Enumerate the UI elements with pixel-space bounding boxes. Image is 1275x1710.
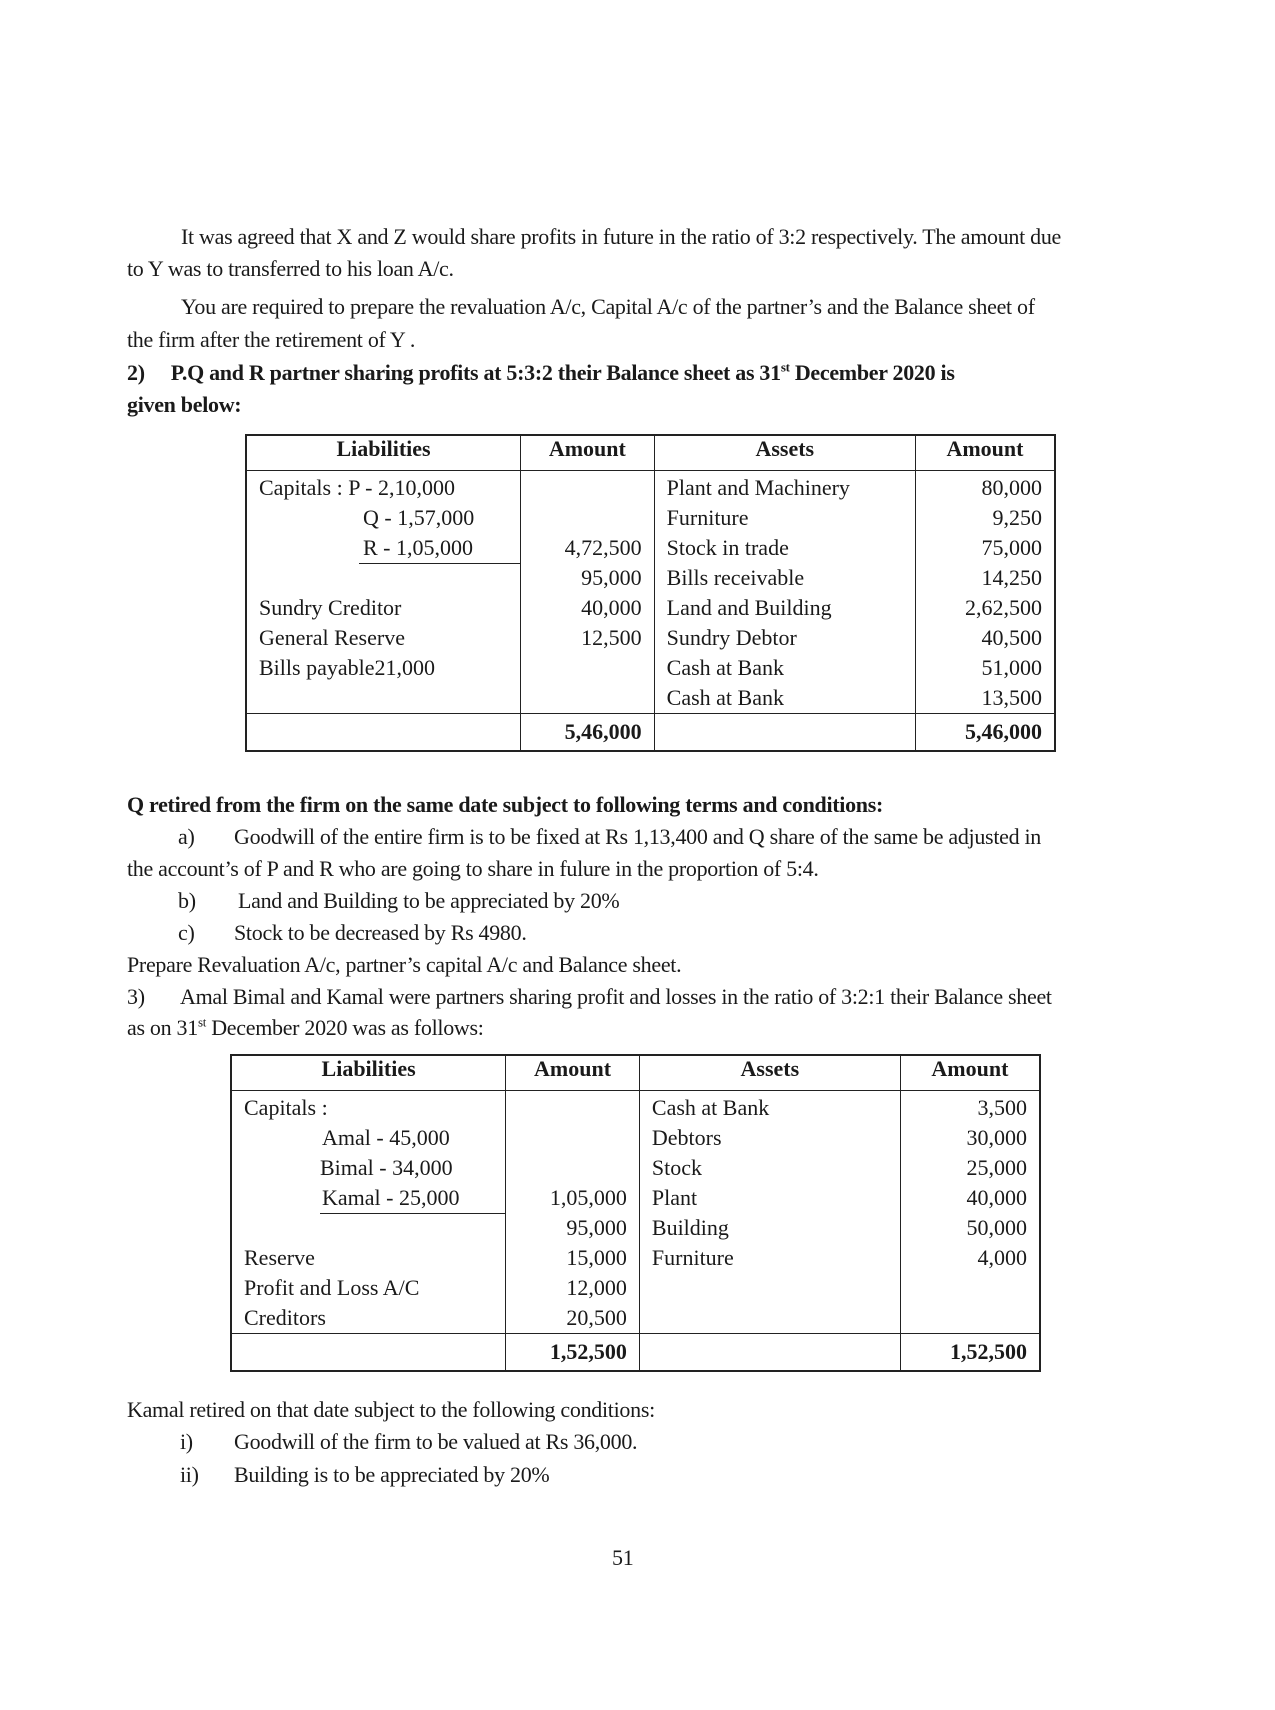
q2-capital-underline: [359, 563, 520, 564]
q3-asset-amount: 3,500: [977, 1095, 1027, 1120]
q3-liab-kamal: Kamal - 25,000: [322, 1185, 460, 1210]
q3-liab-blank: [244, 1213, 493, 1243]
intro-para1-line2: to Y was to transferred to his loan A/c.: [127, 256, 454, 281]
intro-para2-line2: the firm after the retirement of Y .: [127, 327, 416, 352]
q2-heading-line2: given below:: [127, 392, 242, 417]
q2-liab-amount: 12,500: [581, 625, 642, 650]
q2-liab-general-reserve: General Reserve: [259, 625, 405, 650]
q2-liab-amount: [533, 473, 642, 503]
q2-liabilities-cell: [246, 471, 521, 714]
q2-header-liabilities: Liabilities: [246, 435, 521, 471]
q2-asset-amount: 80,000: [981, 475, 1042, 500]
q3-liab-profit-loss: Profit and Loss A/C: [244, 1275, 420, 1300]
q2-term-a-label: a): [178, 824, 195, 849]
q3-asset-label: Cash at Bank: [651, 1095, 770, 1120]
q3-total-liabilities: 1,52,500: [506, 1334, 640, 1372]
page-number: 51: [612, 1545, 634, 1570]
q2-liab-blank-2: [259, 683, 508, 713]
q3-retire-text: Kamal retired on that date subject to the following conditions:: [127, 1397, 655, 1422]
q3-heading-line2-a: as on 31: [127, 1015, 198, 1040]
q3-header-amount-assets: Amount: [900, 1055, 1040, 1091]
q2-heading-sup: st: [780, 359, 790, 375]
q3-cond-i-label: i): [180, 1429, 193, 1454]
q2-total-liabilities: 5,46,000: [521, 714, 655, 752]
q3-cond-ii: Building is to be appreciated by 20%: [234, 1462, 550, 1487]
q2-header-assets: Assets: [654, 435, 915, 471]
q2-asset-label: Bills receivable: [666, 565, 805, 590]
q2-liab-bills-payable: Bills payable21,000: [259, 655, 435, 680]
q3-liab-amount-cell: [506, 1091, 640, 1334]
q3-liab-amount: [518, 1123, 627, 1153]
q3-liab-amount: 1,05,000: [549, 1185, 627, 1210]
q3-asset-amount: 4,000: [977, 1245, 1027, 1270]
q3-heading-line2-b: December 2020 was as follows:: [206, 1015, 484, 1040]
q2-total-assets: 5,46,000: [915, 714, 1055, 752]
q3-total-blank-2: [639, 1334, 900, 1372]
q2-term-b: Land and Building to be appreciated by 20%: [238, 888, 620, 913]
q3-liab-amount: 12,000: [566, 1275, 627, 1300]
q3-asset-label: Building: [651, 1215, 729, 1240]
q2-liab-amount: [533, 653, 642, 683]
q3-asset-label: Debtors: [651, 1125, 722, 1150]
q3-heading-line1: Amal Bimal and Kamal were partners sharing profit and losses in the ratio of 3:2:1 their Balance sheet: [180, 984, 1052, 1009]
q3-total-assets: 1,52,500: [900, 1334, 1040, 1372]
q3-liab-amount: [518, 1153, 627, 1183]
q3-liab-amal: Amal - 45,000: [322, 1125, 450, 1150]
q2-header-amount: Amount: [521, 435, 655, 471]
q3-asset-label: Furniture: [651, 1245, 734, 1270]
q3-liab-capitals: Capitals :: [244, 1095, 328, 1120]
q3-heading-sup: st: [197, 1014, 207, 1030]
q2-term-a-line2: the account’s of P and R who are going to share in fulure in the proportion of 5:4.: [127, 856, 819, 881]
q2-liab-amount: 40,000: [581, 595, 642, 620]
q2-asset-label: Land and Building: [666, 595, 832, 620]
q3-liabilities-cell: [231, 1091, 506, 1334]
q2-terms-heading: Q retired from the firm on the same date subject to following terms and conditions:: [127, 792, 884, 817]
q2-asset-amount: 9,250: [992, 505, 1042, 530]
q2-total-blank: [246, 714, 521, 752]
q3-heading-line2: [127, 1013, 484, 1043]
q3-asset-label: Stock: [651, 1155, 703, 1180]
q2-total-blank-2: [654, 714, 915, 752]
q2-term-b-label: b): [178, 888, 196, 913]
q3-assets-cell: [639, 1091, 900, 1334]
q2-liab-sundry-creditor: Sundry Creditor: [259, 595, 402, 620]
q3-header-amount: Amount: [506, 1055, 640, 1091]
q3-liab-creditors: Creditors: [244, 1305, 326, 1330]
q3-liab-reserve: Reserve: [244, 1245, 315, 1270]
q2-number: 2): [127, 360, 145, 385]
q2-term-c-label: c): [178, 920, 195, 945]
q2-header-amount-assets: Amount: [915, 435, 1055, 471]
q2-asset-label: Cash at Bank: [666, 655, 784, 680]
q2-term-a-line1: Goodwill of the entire firm is to be fixed at Rs 1,13,400 and Q share of the same be adjusted in: [234, 824, 1042, 849]
q2-assets-cell: [654, 471, 915, 714]
q3-asset-amount-cell: [900, 1091, 1040, 1334]
q3-total-blank: [231, 1334, 506, 1372]
q2-liab-amount: 4,72,500: [564, 535, 642, 560]
q3-asset-amount: 50,000: [966, 1215, 1027, 1240]
q3-liab-amount: [518, 1093, 627, 1123]
q3-asset-label: Plant: [651, 1185, 698, 1210]
q2-heading-text-a: P.Q and R partner sharing profits at 5:3:2 their Balance sheet as 31: [170, 360, 781, 385]
q2-balance-sheet: [245, 434, 1056, 752]
q2-heading-text-b: December 2020 is: [789, 360, 955, 385]
q3-asset-amount: [913, 1303, 1027, 1333]
q2-liab-capital-q: Q - 1,57,000: [363, 505, 475, 530]
q2-asset-label: Stock in trade: [666, 535, 789, 560]
q3-liab-amount: 15,000: [566, 1245, 627, 1270]
q3-asset-amount: 30,000: [966, 1125, 1027, 1150]
q2-liab-amount-cell: [521, 471, 655, 714]
q3-liab-amount: 95,000: [566, 1215, 627, 1240]
q2-heading: [127, 358, 955, 388]
q2-liab-amount: 95,000: [581, 565, 642, 590]
q2-liab-capital-r: R - 1,05,000: [363, 535, 473, 560]
q2-asset-label: Cash at Bank: [666, 685, 784, 710]
q2-asset-amount: 51,000: [981, 655, 1042, 680]
q2-asset-amount: 2,62,500: [965, 595, 1042, 620]
q2-liab-amount: [533, 683, 642, 713]
q2-asset-amount: 14,250: [981, 565, 1042, 590]
q3-asset-amount: 40,000: [966, 1185, 1027, 1210]
q2-liab-blank: [259, 563, 508, 593]
intro-para1-line1: It was agreed that X and Z would share profits in future in the ratio of 3:2 respectively. The amount due: [181, 224, 1062, 249]
q2-asset-amount-cell: [915, 471, 1055, 714]
q3-liab-bimal: Bimal - 34,000: [320, 1155, 453, 1180]
q3-cond-ii-label: ii): [180, 1462, 199, 1487]
q3-balance-sheet: [230, 1054, 1041, 1372]
q2-term-c: Stock to be decreased by Rs 4980.: [234, 920, 527, 945]
q2-asset-amount: 40,500: [981, 625, 1042, 650]
q2-asset-label: Furniture: [666, 505, 749, 530]
q2-asset-label: Sundry Debtor: [666, 625, 797, 650]
q3-cond-i: Goodwill of the firm to be valued at Rs 36,000.: [234, 1429, 638, 1454]
q3-number: 3): [127, 984, 145, 1009]
q3-asset-amount: 25,000: [966, 1155, 1027, 1180]
q2-asset-label: Plant and Machinery: [666, 475, 850, 500]
q3-capital-underline: [320, 1213, 505, 1214]
q3-liab-amount: 20,500: [566, 1305, 627, 1330]
q2-asset-amount: 75,000: [981, 535, 1042, 560]
intro-para2-line1: You are required to prepare the revaluation A/c, Capital A/c of the partner’s and the Balance sheet of: [181, 294, 1035, 319]
q3-asset-amount: [913, 1273, 1027, 1303]
q2-asset-amount: 13,500: [981, 685, 1042, 710]
q3-header-assets: Assets: [639, 1055, 900, 1091]
q3-header-liabilities: Liabilities: [231, 1055, 506, 1091]
q2-liab-amount: [533, 503, 642, 533]
q2-prepare: Prepare Revaluation A/c, partner’s capital A/c and Balance sheet.: [127, 952, 682, 977]
q3-asset-label: [652, 1273, 888, 1303]
q3-asset-label: [652, 1303, 888, 1333]
q2-liab-capital-p: Capitals : P - 2,10,000: [259, 475, 455, 500]
